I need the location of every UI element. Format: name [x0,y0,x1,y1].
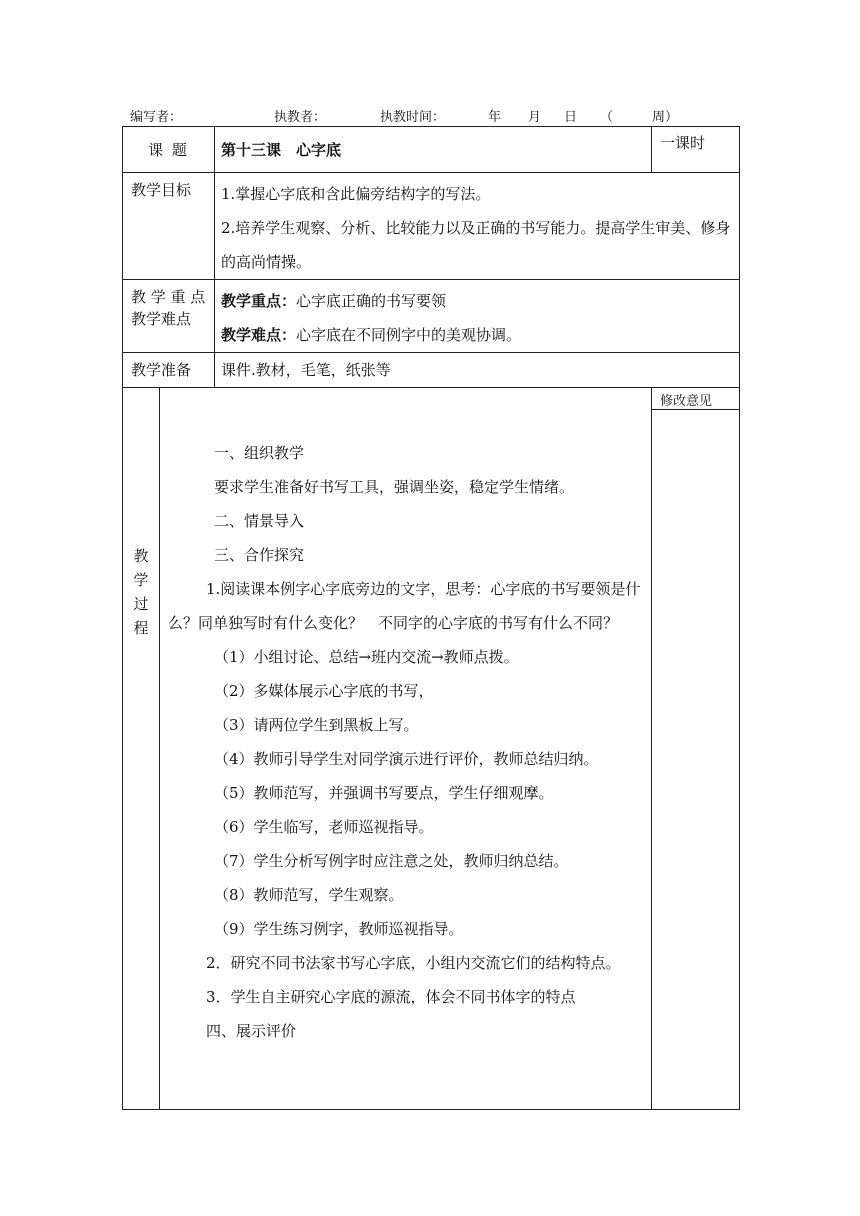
prep-label: 教学准备 [123,353,215,388]
process-label-char: 学 [133,571,149,589]
process-line: （6）学生临写，老师巡视指导。 [214,818,434,836]
process-line: （5）教师范写，并强调书写要点，学生仔细观摩。 [214,784,554,802]
period-label: 一课时 [652,127,740,173]
process-line: （8）教师范写，学生观察。 [214,886,404,904]
month-label: 月 [528,110,542,125]
process-content [160,388,652,1110]
difficult-point-text: 心字底在不同例字中的美观协调。 [296,326,522,344]
time-label: 执教时间： [380,110,446,125]
process-line: （9）学生练习例字，教师巡视指导。 [214,920,464,938]
process-label-char: 过 [133,595,149,613]
key-point-text: 心字底正确的书写要领 [296,292,447,310]
process-line: 一、组织教学 [214,444,305,462]
prep-value: 课件.教材，毛笔，纸张等 [215,353,740,388]
difficult-point [221,318,733,352]
process-line: 3．学生自主研究心字底的源流，体会不同书体字的特点 [206,988,576,1006]
year-label: 年 [488,110,502,125]
focus-label [123,280,215,353]
process-line: 1.阅读课本例字心字底旁边的文字，思考：心字底的书写要领是什么？同单独写时有什么变化？ 不同字的心字底的书写有什么不同？ [168,580,641,632]
process-line: 2．研究不同书法家书写心字底，小组内交流它们的结构特点。 [206,954,621,972]
revision-column [652,388,740,1110]
process-line: 要求学生准备好书写工具，强调坐姿，稳定学生情绪。 [214,478,575,496]
focus-label-line2: 教学难点 [131,310,192,328]
revision-label: 修改意见 [652,388,739,410]
week-label: （ 周） [600,110,679,125]
goal-item-1: 1.掌握心字底和含此偏旁结构字的写法。 [221,185,491,203]
goals-label: 教学目标 [123,173,215,280]
key-point-title: 教学重点： [221,292,297,310]
difficult-point-title: 教学难点： [221,326,297,344]
process-line: 三、合作探究 [214,546,305,564]
process-line: （4）教师引导学生对同学演示进行评价，教师总结归纳。 [214,750,599,768]
teacher-label: 执教者： [274,110,327,125]
lesson-plan-table [122,126,740,1110]
day-label: 日 [564,110,578,125]
goals-content [215,173,740,280]
process-label-char: 教 [133,547,149,565]
header-line [122,104,738,126]
process-line: （1）小组讨论、总结→班内交流→教师点拨。 [214,648,519,666]
focus-label-line1: 教 学 重 点 [131,288,206,306]
process-label-char: 程 [133,619,149,637]
author-label: 编写者： [130,110,183,125]
process-label [123,388,160,1110]
goal-item-2: 2.培养学生观察、分析、比较能力以及正确的书写能力。提高学生审美、修身的高尚情操。 [221,219,731,271]
process-line: （3）请两位学生到黑板上写。 [214,716,419,734]
process-line: 四、展示评价 [206,1022,297,1040]
process-line: 二、情景导入 [214,512,305,530]
process-line: （2）多媒体展示心字底的书写， [214,682,434,700]
focus-content [215,280,740,353]
topic-label: 课 题 [123,127,215,173]
topic-value: 第十三课 心字底 [215,127,652,173]
process-line: （7）学生分析写例字时应注意之处，教师归纳总结。 [214,852,569,870]
key-point [221,284,733,318]
